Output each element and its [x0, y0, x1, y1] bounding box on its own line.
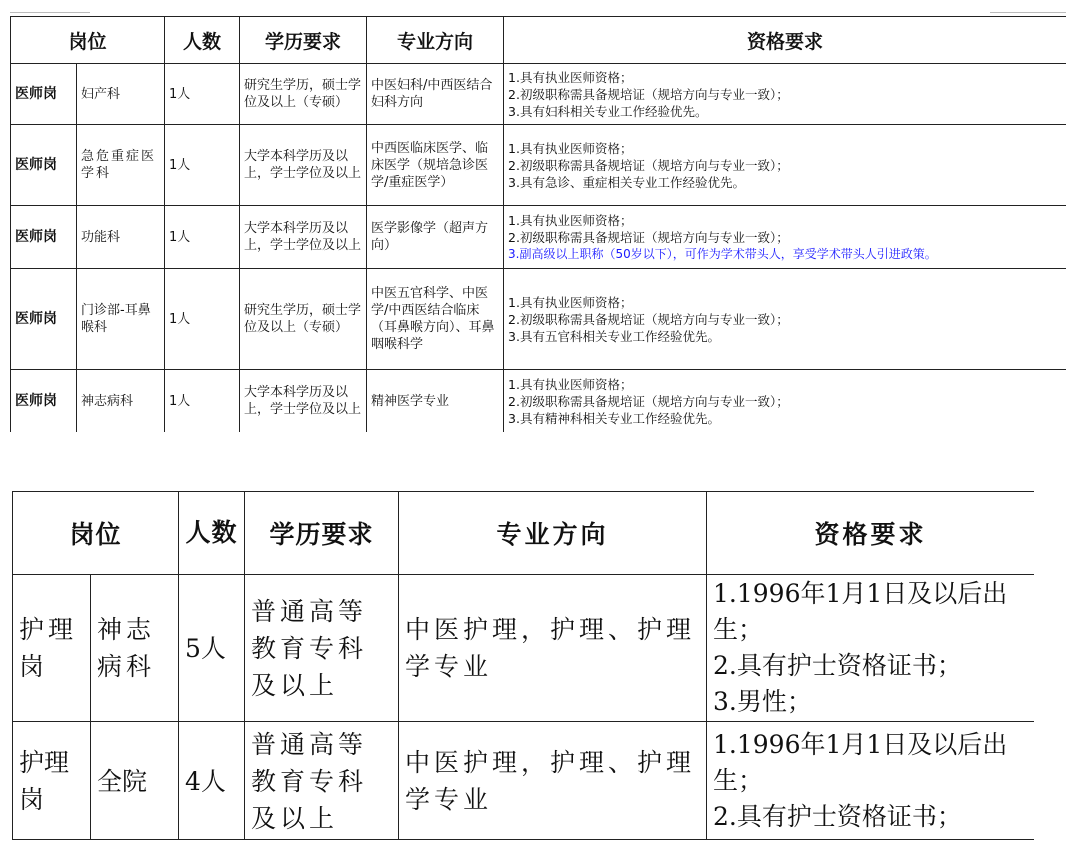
qualification-cell — [707, 575, 1034, 722]
table-bottom-border — [12, 839, 1034, 840]
table-row — [13, 722, 1035, 841]
count-cell: 4人 — [179, 722, 245, 841]
education-cell: 普通高等教育专科及以上 — [245, 722, 399, 841]
header-count: 人数 — [179, 492, 245, 575]
major-cell: 中医妇科/中西医结合妇科方向 — [367, 64, 504, 125]
qualification-cell — [504, 206, 1066, 269]
post-cell: 护理岗 — [13, 722, 91, 841]
qualification-line: 2.初级职称需具备规培证（规培方向与专业一致）； — [508, 157, 789, 173]
qualification-line: 2.具有护士资格证书； — [713, 651, 962, 680]
major-cell: 中医护理，护理、护理学专业 — [399, 575, 707, 722]
qualification-line: 3.男性； — [713, 687, 812, 716]
recruitment-table-nursing — [12, 491, 1034, 840]
education-cell: 研究生学历，硕士学位及以上（专硕） — [240, 64, 367, 125]
count-cell: 1人 — [165, 269, 240, 370]
post-cell: 医师岗 — [11, 64, 77, 125]
qualification-line: 2.具有护士资格证书； — [713, 802, 962, 831]
education-cell: 普通高等教育专科及以上 — [245, 575, 399, 722]
qualification-line: 3.具有妇科相关专业工作经验优先。 — [508, 103, 708, 119]
major-cell: 中医护理，护理、护理学专业 — [399, 722, 707, 841]
education-cell: 大学本科学历及以上，学士学位及以上 — [240, 370, 367, 433]
post-cell: 医师岗 — [11, 125, 77, 206]
table-row — [11, 125, 1067, 206]
post-cell: 医师岗 — [11, 206, 77, 269]
qualification-line: 3.具有急诊、重症相关专业工作经验优先。 — [508, 174, 745, 190]
major-cell: 精神医学专业 — [367, 370, 504, 433]
header-education: 学历要求 — [240, 17, 367, 64]
count-cell: 1人 — [165, 206, 240, 269]
table-row — [11, 269, 1067, 370]
header-post: 岗位 — [11, 17, 165, 64]
post-cell: 护理岗 — [13, 575, 91, 722]
dept-cell: 神志病科 — [91, 575, 179, 722]
count-cell: 1人 — [165, 125, 240, 206]
header-post: 岗位 — [13, 492, 179, 575]
header-count: 人数 — [165, 17, 240, 64]
table-row — [13, 575, 1035, 722]
major-cell: 中西医临床医学、临床医学（规培急诊医学/重症医学） — [367, 125, 504, 206]
count-cell: 5人 — [179, 575, 245, 722]
count-cell: 1人 — [165, 64, 240, 125]
major-cell: 中医五官科学、中医学/中西医结合临床（耳鼻喉方向）、耳鼻咽喉科学 — [367, 269, 504, 370]
qualification-line: 1.1996年1月1日及以后出生； — [713, 730, 1008, 795]
qualification-line: 1.1996年1月1日及以后出生； — [713, 579, 1008, 644]
header-qualification: 资格要求 — [504, 17, 1066, 64]
qualification-line: 3.具有精神科相关专业工作经验优先。 — [508, 410, 720, 426]
header-major: 专业方向 — [367, 17, 504, 64]
qualification-line: 1.具有执业医师资格； — [508, 376, 633, 392]
education-cell: 大学本科学历及以上，学士学位及以上 — [240, 125, 367, 206]
count-cell: 1人 — [165, 370, 240, 433]
qualification-line: 1.具有执业医师资格； — [508, 212, 633, 228]
page-edge-mark — [10, 12, 90, 13]
recruitment-table-physicians — [10, 16, 1066, 434]
table-header-row — [11, 17, 1067, 64]
page-edge-mark — [990, 12, 1066, 13]
dept-cell: 门诊部-耳鼻喉科 — [77, 269, 165, 370]
dept-cell: 功能科 — [77, 206, 165, 269]
major-cell: 医学影像学（超声方向） — [367, 206, 504, 269]
dept-cell: 妇产科 — [77, 64, 165, 125]
education-cell: 研究生学历，硕士学位及以上（专硕） — [240, 269, 367, 370]
header-education: 学历要求 — [245, 492, 399, 575]
qualification-line: 1.具有执业医师资格； — [508, 294, 633, 310]
qualification-line: 2.初级职称需具备规培证（规培方向与专业一致）； — [508, 311, 789, 327]
qualification-line: 1.具有执业医师资格； — [508, 140, 633, 156]
header-major: 专业方向 — [399, 492, 707, 575]
table-row — [11, 370, 1067, 433]
qualification-cell — [707, 722, 1034, 841]
dept-cell: 全院 — [91, 722, 179, 841]
table-row — [11, 206, 1067, 269]
qualification-cell — [504, 64, 1066, 125]
qualification-line-highlighted: 3.副高级以上职称（50岁以下），可作为学术带头人，享受学术带头人引进政策。 — [508, 246, 937, 261]
qualification-cell — [504, 269, 1066, 370]
qualification-cell — [504, 370, 1066, 433]
header-qualification: 资格要求 — [707, 492, 1034, 575]
table-header-row — [13, 492, 1035, 575]
qualification-line: 2.初级职称需具备规培证（规培方向与专业一致）； — [508, 86, 789, 102]
education-cell: 大学本科学历及以上，学士学位及以上 — [240, 206, 367, 269]
dept-cell: 急危重症医学科 — [77, 125, 165, 206]
table-row — [11, 64, 1067, 125]
qualification-cell — [504, 125, 1066, 206]
post-cell: 医师岗 — [11, 269, 77, 370]
qualification-line: 2.初级职称需具备规培证（规培方向与专业一致）； — [508, 229, 789, 245]
qualification-line: 2.初级职称需具备规培证（规培方向与专业一致）； — [508, 393, 789, 409]
qualification-line: 1.具有执业医师资格； — [508, 69, 633, 85]
dept-cell: 神志病科 — [77, 370, 165, 433]
post-cell: 医师岗 — [11, 370, 77, 433]
qualification-line: 3.具有五官科相关专业工作经验优先。 — [508, 328, 720, 344]
